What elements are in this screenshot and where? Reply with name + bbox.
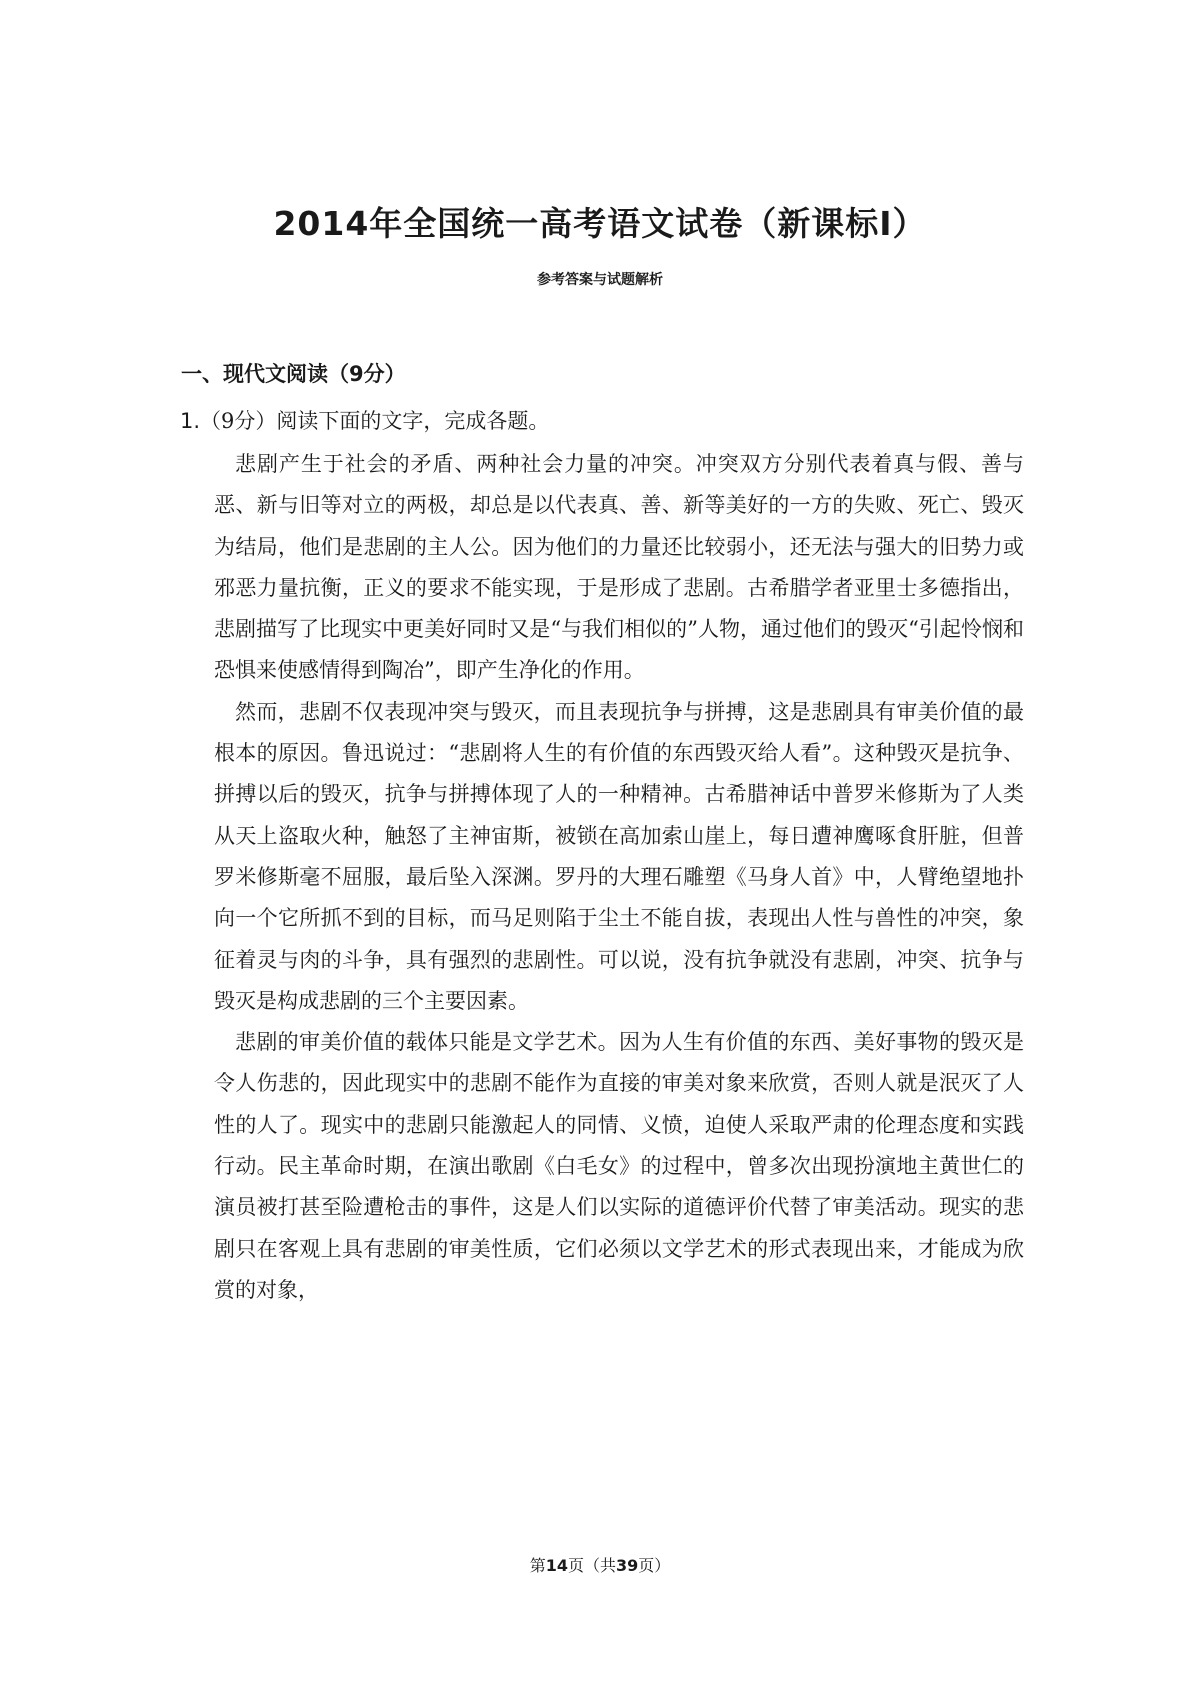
document-subtitle: 参考答案与试题解析 bbox=[537, 272, 663, 288]
passage-paragraph-3: 悲剧的审美价值的载体只能是文学艺术。因为人生有价值的东西、美好事物的毁灭是令人伤悲的，因此现实中的悲剧不能作为直接的审美对象来欣赏，否则人就是泯灭了人性的人了。现实中的悲剧只能激起人的同情、义愤，迫使人采取严肃的伦理态度和实践行动。民主革命时期，在演出歌剧《白毛女》的过程中，曾多次出现扮演地主黄世仁的演员被打甚至险遭枪击的事件，这是人们以实际的道德评价代替了审美活动。现实的悲剧只在客观上具有悲剧的审美性质，它们必须以文学艺术的形式表现出来，才能成为欣赏的对象， bbox=[214, 1030, 1024, 1302]
question-text: （9分）阅读下面的文字，完成各题。 bbox=[200, 409, 550, 433]
question-prompt bbox=[180, 406, 549, 436]
question-number: 1. bbox=[180, 409, 201, 433]
document-title: 2014年全国统一高考语文试卷（新课标Ⅰ） bbox=[273, 204, 927, 243]
section-heading: 一、现代文阅读（9分） bbox=[181, 362, 406, 386]
page-footer bbox=[0, 1555, 1200, 1577]
footer-suffix: 页） bbox=[638, 1556, 671, 1575]
passage-paragraph-1: 悲剧产生于社会的矛盾、两种社会力量的冲突。冲突双方分别代表着真与假、善与恶、新与旧等对立的两极，却总是以代表真、善、新等美好的一方的失败、死亡、毁灭为结局，他们是悲剧的主人公。因为他们的力量还比较弱小，还无法与强大的旧势力或邪恶力量抗衡，正义的要求不能实现，于是形成了悲剧。古希腊学者亚里士多德指出，悲剧描写了比现实中更美好同时又是“与我们相似的”人物，通过他们的毁灭“引起怜悯和恐惧来使感情得到陶冶”，即产生净化的作用。 bbox=[214, 452, 1024, 683]
footer-total-pages: 39 bbox=[616, 1556, 639, 1575]
reading-passage bbox=[214, 444, 1024, 1311]
footer-prefix: 第 bbox=[529, 1556, 546, 1575]
passage-paragraph-2: 然而，悲剧不仅表现冲突与毁灭，而且表现抗争与拼搏，这是悲剧具有审美价值的最根本的原因。鲁迅说过：“悲剧将人生的有价值的东西毁灭给人看”。这种毁灭是抗争、拼搏以后的毁灭，抗争与拼搏体现了人的一种精神。古希腊神话中普罗米修斯为了人类从天上盗取火种，触怒了主神宙斯，被锁在高加索山崖上，每日遭神鹰啄食肝脏，但普罗米修斯毫不屈服，最后坠入深渊。罗丹的大理石雕塑《马身人首》中，人臂绝望地扑向一个它所抓不到的目标，而马足则陷于尘土不能自拔，表现出人性与兽性的冲突，象征着灵与肉的斗争，具有强烈的悲剧性。可以说，没有抗争就没有悲剧，冲突、抗争与毁灭是构成悲剧的三个主要因素。 bbox=[214, 699, 1024, 1013]
footer-page-number: 14 bbox=[545, 1556, 568, 1575]
footer-middle: 页（共 bbox=[567, 1556, 616, 1575]
